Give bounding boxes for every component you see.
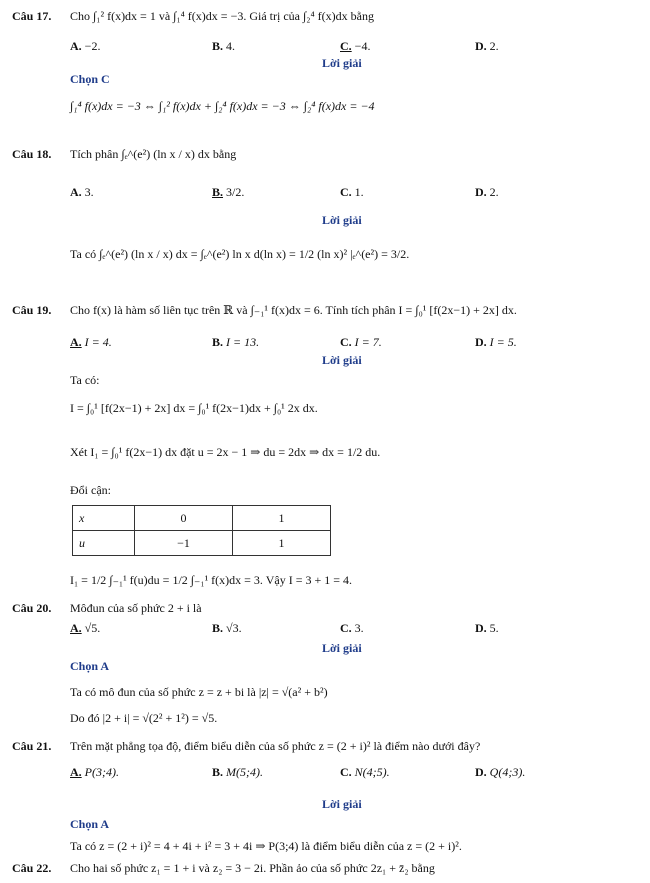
q17-label: Câu 17.	[12, 9, 52, 23]
q20-label: Câu 20.	[12, 601, 52, 615]
q20-solution-title: Lời giải	[322, 641, 362, 655]
q21-label: Câu 21.	[12, 739, 52, 753]
q19-label: Câu 19.	[12, 303, 52, 317]
q18-option-a[interactable]: A. 3.	[70, 185, 94, 199]
q17-stem-text: Cho ∫₁² f(x)dx = 1 và ∫₁⁴ f(x)dx = −3. Giá trị của ∫₂⁴ f(x)dx bằng	[70, 9, 374, 23]
q19-stem: Cho f(x) là hàm số liên tục trên ℝ và ∫₋₁¹ f(x)dx = 6. Tính tích phân I = ∫₀¹ [f(2x−1) + 2x] dx.	[70, 303, 517, 317]
q18-option-d[interactable]: D. 2.	[475, 185, 499, 199]
table-cell: 1	[233, 506, 331, 531]
table-cell: x	[73, 506, 135, 531]
table-cell: −1	[135, 531, 233, 556]
q21-option-d[interactable]: D. Q(4;3).	[475, 765, 526, 779]
q21-option-b[interactable]: B. M(5;4).	[212, 765, 263, 779]
q19-option-a[interactable]: A. I = 4.	[70, 335, 112, 349]
q19-taco: Ta có:	[70, 373, 100, 387]
q20-option-a[interactable]: A. √5.	[70, 621, 101, 635]
q19-work2: Xét I₁ = ∫₀¹ f(2x−1) dx đặt u = 2x − 1 ⇒ du = 2dx ⇒ dx = 1/2 du.	[70, 445, 381, 459]
q18-label: Câu 18.	[12, 147, 52, 161]
q19-solution-title: Lời giải	[322, 353, 362, 367]
q22-label: Câu 22.	[12, 861, 52, 875]
table-row	[73, 506, 331, 531]
q17-solution-title: Lời giải	[322, 56, 362, 70]
q20-option-d[interactable]: D. 5.	[475, 621, 499, 635]
table-cell: 1	[233, 531, 331, 556]
table-row	[73, 531, 331, 556]
q17-work: ∫₁⁴ f(x)dx = −3 ⇔ ∫₁² f(x)dx + ∫₂⁴ f(x)dx = −3 ⇔ ∫₂⁴ f(x)dx = −4	[70, 99, 375, 113]
q20-work1: Ta có mô đun của số phức z = z + bi là |z| = √(a² + b²)	[70, 685, 328, 699]
q21-stem: Trên mặt phẳng tọa độ, điểm biểu diễn của số phức z = (2 + i)² là điểm nào dưới đây?	[70, 739, 481, 753]
q18-solution-title: Lời giải	[322, 213, 362, 227]
q19-option-b[interactable]: B. I = 13.	[212, 335, 260, 349]
table-cell: u	[73, 531, 135, 556]
q21-solution-title: Lời giải	[322, 797, 362, 811]
q17-option-c[interactable]: C. −4.	[340, 39, 371, 53]
change-of-bounds-table	[72, 505, 331, 556]
q18-option-c[interactable]: C. 1.	[340, 185, 364, 199]
q21-choice: Chọn A	[70, 817, 110, 831]
q20-option-b[interactable]: B. √3.	[212, 621, 242, 635]
q19-option-c[interactable]: C. I = 7.	[340, 335, 382, 349]
q17-option-a[interactable]: A. −2.	[70, 39, 101, 53]
q17-option-b[interactable]: B. 4.	[212, 39, 236, 53]
q17-option-d[interactable]: D. 2.	[475, 39, 499, 53]
q20-option-c[interactable]: C. 3.	[340, 621, 364, 635]
table-cell: 0	[135, 506, 233, 531]
q21-option-a[interactable]: A. P(3;4).	[70, 765, 119, 779]
q22-stem: Cho hai số phức z₁ = 1 + i và z₂ = 3 − 2i. Phần ảo của số phức 2z₁ + z̄₂ bằng	[70, 861, 435, 875]
q17-choice: Chọn C	[70, 72, 110, 86]
q21-option-c[interactable]: C. N(4;5).	[340, 765, 390, 779]
q17-stem	[70, 8, 374, 24]
q20-choice: Chọn A	[70, 659, 110, 673]
q21-work: Ta có z = (2 + i)² = 4 + 4i + i² = 3 + 4i ⇒ P(3;4) là điểm biểu diễn của z = (2 + i)².	[70, 839, 462, 853]
q18-work: Ta có ∫ₑ^(e²) (ln x / x) dx = ∫ₑ^(e²) ln x d(ln x) = 1/2 (ln x)² |ₑ^(e²) = 3/2.	[70, 247, 410, 261]
q19-work1: I = ∫₀¹ [f(2x−1) + 2x] dx = ∫₀¹ f(2x−1)dx + ∫₀¹ 2x dx.	[70, 401, 318, 415]
q19-work3: I₁ = 1/2 ∫₋₁¹ f(u)du = 1/2 ∫₋₁¹ f(x)dx = 3. Vậy I = 3 + 1 = 4.	[70, 573, 353, 587]
q18-stem: Tích phân ∫ₑ^(e²) (ln x / x) dx bằng	[70, 147, 237, 161]
q19-option-d[interactable]: D. I = 5.	[475, 335, 517, 349]
q20-stem: Môđun của số phức 2 + i là	[70, 601, 202, 615]
q18-option-b[interactable]: B. 3/2.	[212, 185, 245, 199]
q20-work2: Do đó |2 + i| = √(2² + 1²) = √5.	[70, 711, 218, 725]
q19-doican: Đổi cận:	[70, 483, 111, 497]
